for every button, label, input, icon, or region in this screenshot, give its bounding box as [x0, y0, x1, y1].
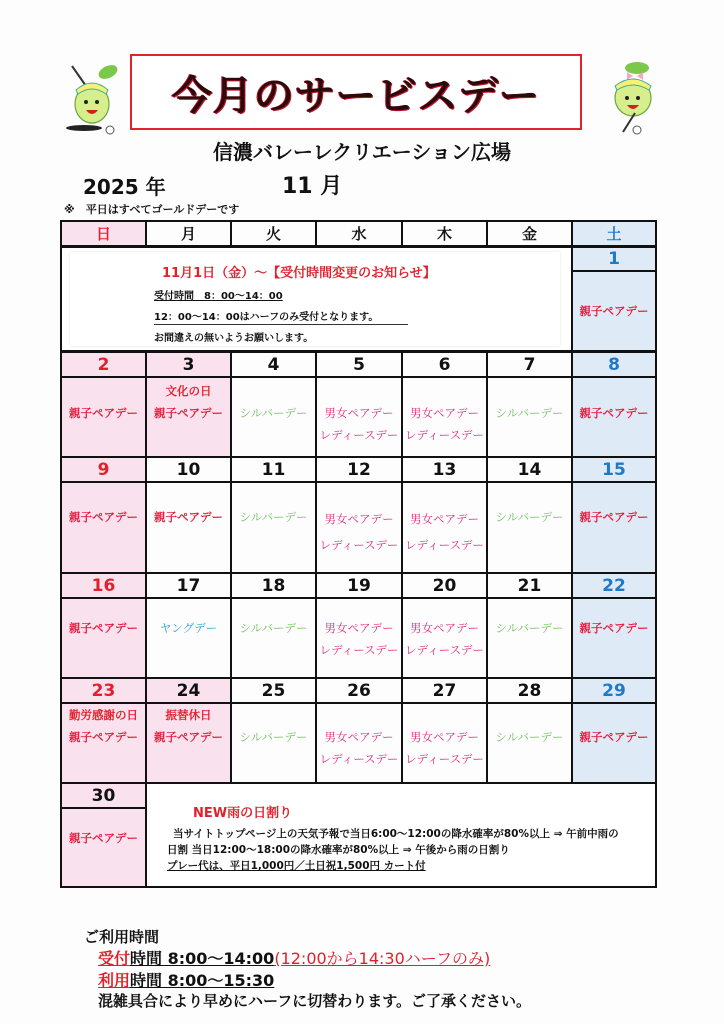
event-oyako-pair-day: 親子ペアデー [154, 730, 223, 744]
day-3-number: 3 [145, 351, 232, 378]
usage-hours-heading: ご利用時間 [84, 928, 160, 946]
notice-title: 11月1日（金）～【受付時間変更のお知らせ】 [162, 266, 436, 281]
day-13-cell[interactable] [401, 481, 488, 574]
day-4-number: 4 [230, 351, 317, 378]
day-26-cell[interactable] [315, 702, 403, 784]
day-30-cell[interactable] [60, 807, 147, 888]
day-20-number: 20 [401, 572, 488, 599]
notice-line-3: お間違えの無いようお願いします。 [154, 333, 314, 344]
event-silver-day: シルバーデー [239, 406, 308, 420]
notice-line-1: 受付時間 8：00～14：00 [154, 291, 283, 302]
event-ladies-day: レディースデー [405, 538, 484, 552]
event-oyako-pair-day: 親子ペアデー [579, 621, 649, 635]
day-1-cell[interactable] [571, 270, 657, 352]
day-19-cell[interactable] [315, 597, 403, 679]
event-ladies-day: レディースデー [319, 643, 399, 657]
weekday-header-sat: 土 [571, 220, 657, 247]
weekday-header-fri: 金 [486, 220, 573, 247]
day-28-cell[interactable] [486, 702, 573, 784]
weekday-header-mon: 月 [145, 220, 232, 247]
event-oyako-pair-day: 親子ペアデー [69, 510, 138, 524]
event-oyako-pair-day: 親子ペアデー [69, 831, 138, 845]
event-ladies-day: レディースデー [319, 752, 399, 766]
day-21-cell[interactable] [486, 597, 573, 679]
day-1-number: 1 [571, 246, 657, 272]
day-29-number: 29 [571, 677, 657, 704]
gold-day-note: ※ 平日はすべてゴールドデーです [64, 203, 240, 216]
event-silver-day: シルバーデー [239, 621, 308, 635]
day-7-cell[interactable] [486, 376, 573, 458]
rain-day-notice [145, 782, 657, 888]
day-15-cell[interactable] [571, 481, 657, 574]
mascot-left-golfer-icon [62, 58, 124, 138]
event-oyako-pair-day: 親子ペアデー [69, 406, 138, 420]
day-25-cell[interactable] [230, 702, 317, 784]
day-4-cell[interactable] [230, 376, 317, 458]
day-3-cell[interactable] [145, 376, 232, 458]
event-silver-day: シルバーデー [495, 621, 564, 635]
day-20-cell[interactable] [401, 597, 488, 679]
day-5-cell[interactable] [315, 376, 403, 458]
day-23-cell[interactable] [60, 702, 147, 784]
day-9-number: 9 [60, 456, 147, 483]
mascot-right-golfer-icon [603, 58, 665, 138]
page-title: 今月のサービスデー [171, 72, 541, 119]
reception-time: 時間 8:00～14:00 [130, 949, 275, 968]
day-11-number: 11 [230, 456, 317, 483]
day-25-number: 25 [230, 677, 317, 704]
day-11-cell[interactable] [230, 481, 317, 574]
day-14-cell[interactable] [486, 481, 573, 574]
rain-notice-title: NEW雨の日割り [193, 806, 293, 821]
day-26-number: 26 [315, 677, 403, 704]
congestion-notice: 混雑具合により早めにハーフに切替わります。ご了承ください。 [98, 992, 532, 1010]
facility-name: 信濃バレーレクリエーション広場 [213, 140, 511, 164]
event-ladies-day: レディースデー [319, 538, 399, 552]
event-silver-day: シルバーデー [495, 406, 564, 420]
day-18-cell[interactable] [230, 597, 317, 679]
day-27-cell[interactable] [401, 702, 488, 784]
event-oyako-pair-day: 親子ペアデー [154, 406, 223, 420]
day-5-number: 5 [315, 351, 403, 378]
day-23-number: 23 [60, 677, 147, 704]
month-label: 11 月 [282, 174, 343, 199]
year-label: 2025 年 [83, 175, 166, 199]
day-12-number: 12 [315, 456, 403, 483]
day-2-number: 2 [60, 351, 147, 378]
event-oyako-pair-day: 親子ペアデー [154, 510, 223, 524]
day-9-cell[interactable] [60, 481, 147, 574]
day-24-number: 24 [145, 677, 232, 704]
rain-notice-line-3: プレー代は、平日1,000円／土日祝1,500円 カート付 [167, 860, 426, 872]
day-17-number: 17 [145, 572, 232, 599]
day-15-number: 15 [571, 456, 657, 483]
holiday-label: 振替休日 [165, 708, 212, 722]
event-ladies-day: レディースデー [319, 428, 399, 442]
event-oyako-pair-day: 親子ペアデー [579, 510, 649, 524]
notice-line-2: 12：00～14：00はハーフのみ受付となります。 [154, 308, 408, 325]
event-couple-pair-day: 男女ペアデー [324, 621, 394, 635]
notice-box [60, 246, 573, 352]
event-ladies-day: レディースデー [405, 752, 484, 766]
day-30-number: 30 [60, 782, 147, 809]
reception-label-red: 受付 [98, 949, 131, 968]
weekday-header-tue: 火 [230, 220, 317, 247]
usage-label-red: 利用 [98, 971, 131, 990]
holiday-label: 勤労感謝の日 [69, 708, 138, 722]
weekday-header-thu: 木 [401, 220, 488, 247]
day-19-number: 19 [315, 572, 403, 599]
event-silver-day: シルバーデー [239, 730, 308, 744]
weekday-header-sun: 日 [60, 220, 147, 247]
event-couple-pair-day: 男女ペアデー [324, 512, 394, 526]
day-28-number: 28 [486, 677, 573, 704]
event-oyako-pair-day: 親子ペアデー [579, 406, 649, 420]
usage-hours [98, 968, 274, 991]
day-27-number: 27 [401, 677, 488, 704]
event-ladies-day: レディースデー [405, 643, 484, 657]
event-couple-pair-day: 男女ペアデー [410, 512, 479, 526]
event-couple-pair-day: 男女ペアデー [324, 730, 394, 744]
day-10-number: 10 [145, 456, 232, 483]
day-29-cell[interactable] [571, 702, 657, 784]
calendar-grid [61, 221, 658, 889]
reception-half-note: (12:00から14:30ハーフのみ) [274, 949, 491, 968]
day-8-number: 8 [571, 351, 657, 378]
event-couple-pair-day: 男女ペアデー [410, 730, 479, 744]
day-21-number: 21 [486, 572, 573, 599]
day-6-cell[interactable] [401, 376, 488, 458]
day-14-number: 14 [486, 456, 573, 483]
holiday-label: 文化の日 [165, 384, 212, 398]
weekday-header-wed: 水 [315, 220, 403, 247]
day-7-number: 7 [486, 351, 573, 378]
day-2-cell[interactable] [60, 376, 147, 458]
event-couple-pair-day: 男女ペアデー [324, 406, 394, 420]
day-16-cell[interactable] [60, 597, 147, 679]
event-silver-day: シルバーデー [495, 730, 564, 744]
reception-hours [98, 946, 490, 969]
event-oyako-pair-day: 親子ペアデー [579, 304, 649, 318]
event-couple-pair-day: 男女ペアデー [410, 406, 479, 420]
day-10-cell[interactable] [145, 481, 232, 574]
event-oyako-pair-day: 親子ペアデー [579, 730, 649, 744]
day-17-cell[interactable] [145, 597, 232, 679]
event-oyako-pair-day: 親子ペアデー [69, 621, 138, 635]
day-22-cell[interactable] [571, 597, 657, 679]
event-oyako-pair-day: 親子ペアデー [69, 730, 138, 744]
rain-notice-line-1: 当サイトトップページ上の天気予報で当日6:00～12:00の降水確率が80%以上 ⇒ 午前中雨の [173, 828, 619, 840]
event-silver-day: シルバーデー [495, 510, 564, 524]
event-couple-pair-day: 男女ペアデー [410, 621, 479, 635]
usage-time: 時間 8:00～15:30 [130, 971, 275, 990]
rain-notice-line-2: 日割 当日12:00～18:00の降水確率が80%以上 ⇒ 午後から雨の日割り [167, 844, 510, 856]
day-18-number: 18 [230, 572, 317, 599]
day-8-cell[interactable] [571, 376, 657, 458]
day-16-number: 16 [60, 572, 147, 599]
day-22-number: 22 [571, 572, 657, 599]
day-24-cell[interactable] [145, 702, 232, 784]
event-ladies-day: レディースデー [405, 428, 484, 442]
event-silver-day: シルバーデー [239, 510, 308, 524]
day-13-number: 13 [401, 456, 488, 483]
day-6-number: 6 [401, 351, 488, 378]
title-banner [130, 54, 582, 130]
event-young-day: ヤングデー [159, 621, 218, 635]
day-12-cell[interactable] [315, 481, 403, 574]
